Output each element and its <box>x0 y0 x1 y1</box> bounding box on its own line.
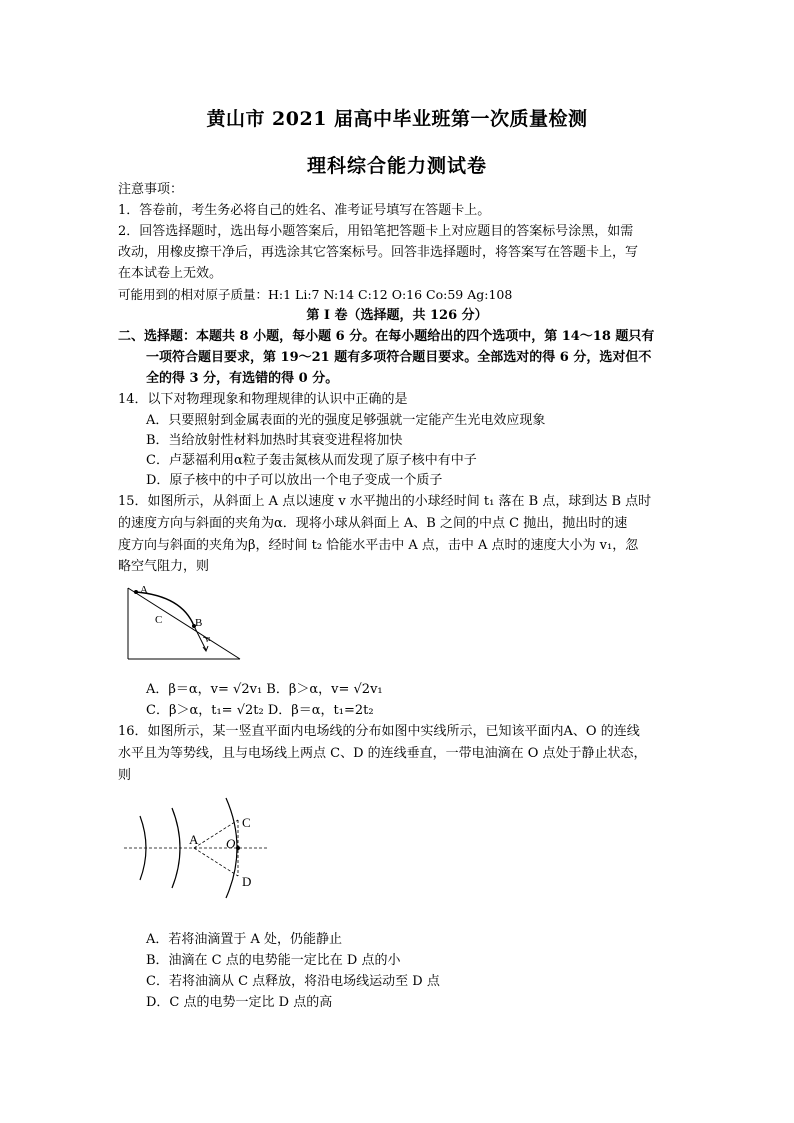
q15-stem-line: 略空气阻力，则 <box>118 559 210 574</box>
atomic-masses: 可能用到的相对原子质量：H:1 Li:7 N:14 C:12 O:16 Co:59 Ag:108 <box>118 287 513 302</box>
notes-heading: 注意事项： <box>118 182 184 197</box>
point-a <box>134 590 138 594</box>
q15-options-row2: C．β＞α，t₁= √2t₂ D．β＝α，t₁=2t₂ <box>146 703 374 718</box>
section-title: 第 I 卷（选择题，共 126 分） <box>306 308 488 323</box>
label-c: C <box>155 614 163 626</box>
q16-stem-line: 则 <box>118 768 132 783</box>
note-item: 改动，用橡皮擦干净后，再选涂其它答案标号。回答非选择题时，将答案写在答题卡上，写 <box>118 245 639 260</box>
q16-stem-line: 16．如图所示，某一竖直平面内电场线的分布如图中实线所示，已知该平面内A、O 的连线 <box>118 724 640 739</box>
q16-stem-line: 水平且为等势线，且与电场线上两点 C、D 的连线垂直，一带电油滴在 O 点处于静止状态， <box>118 746 647 761</box>
q14-stem: 14．以下对物理现象和物理规律的认识中正确的是 <box>118 392 408 407</box>
q14-option-a: A．只要照射到金属表面的光的强度足够强就一定能产生光电效应现象 <box>146 413 546 428</box>
note-item: 在本试卷上无效。 <box>118 266 223 281</box>
dashed-line-ad <box>194 848 238 876</box>
q16-option-b: B．油滴在 C 点的电势能一定比在 D 点的小 <box>146 953 401 968</box>
q15-stem-line: 15．如图所示，从斜面上 A 点以速度 v 水平抛出的小球经时间 t₁ 落在 B 点，球到达 B 点时 <box>118 494 652 509</box>
label-o: O <box>226 836 236 851</box>
label-a: A <box>140 584 148 596</box>
q14-option-d: D．原子核中的中子可以放出一个电子变成一个质子 <box>146 473 443 488</box>
q15-stem-line: 的速度方向与斜面的夹角为α．现将小球从斜面上 A、B 之间的中点 C 抛出，抛出时的速 <box>118 516 628 531</box>
trajectory-curve <box>136 592 194 626</box>
incline-figure <box>120 580 250 666</box>
q15-stem-line: 度方向与斜面的夹角为β，经时间 t₂ 恰能水平击中 A 点，击中 A 点时的速度大小为 v₁，忽 <box>118 538 639 553</box>
label-b: B <box>195 617 203 629</box>
q14-option-c: C．卢瑟福利用α粒子轰击氮核从而发现了原子核中有中子 <box>146 453 477 468</box>
section-header-line: 全的得 3 分，有选错的得 0 分。 <box>146 371 339 386</box>
note-item: 2．回答选择题时，选出每小题答案后，用铅笔把答题卡上对应题目的答案标号涂黑，如需 <box>118 224 634 239</box>
q15-options-row1: A．β＝α，v= √2v₁ B．β＞α，v= √2v₁ <box>146 682 383 697</box>
section-header-line: 二、选择题：本题共 8 小题，每小题 6 分。在每小题给出的四个选项中，第 14～18 题只有 <box>118 329 655 344</box>
velocity-arrow <box>194 626 206 650</box>
label-c: C <box>242 815 251 830</box>
point-o <box>236 846 240 850</box>
section-header-line: 一项符合题目要求，第 19～21 题有多项符合题目要求。全部选对的得 6 分，选对但不 <box>146 350 652 365</box>
label-alpha: α <box>206 634 211 643</box>
incline-slope <box>128 588 240 659</box>
field-figure <box>122 796 272 902</box>
label-d: D <box>242 874 252 889</box>
note-item: 1．答卷前，考生务必将自己的姓名、准考证号填写在答题卡上。 <box>118 203 491 218</box>
exam-title: 黄山市 2021 届高中毕业班第一次质量检测 <box>206 108 588 130</box>
q16-option-c: C．若将油滴从 C 点释放，将沿电场线运动至 D 点 <box>146 974 440 989</box>
exam-subtitle: 理科综合能力测试卷 <box>306 155 487 177</box>
q16-option-d: D．C 点的电势一定比 D 点的高 <box>146 995 333 1010</box>
q16-option-a: A．若将油滴置于 A 处，仍能静止 <box>146 932 343 947</box>
label-a: A <box>189 832 199 847</box>
q14-option-b: B．当给放射性材料加热时其衰变进程将加快 <box>146 433 403 448</box>
